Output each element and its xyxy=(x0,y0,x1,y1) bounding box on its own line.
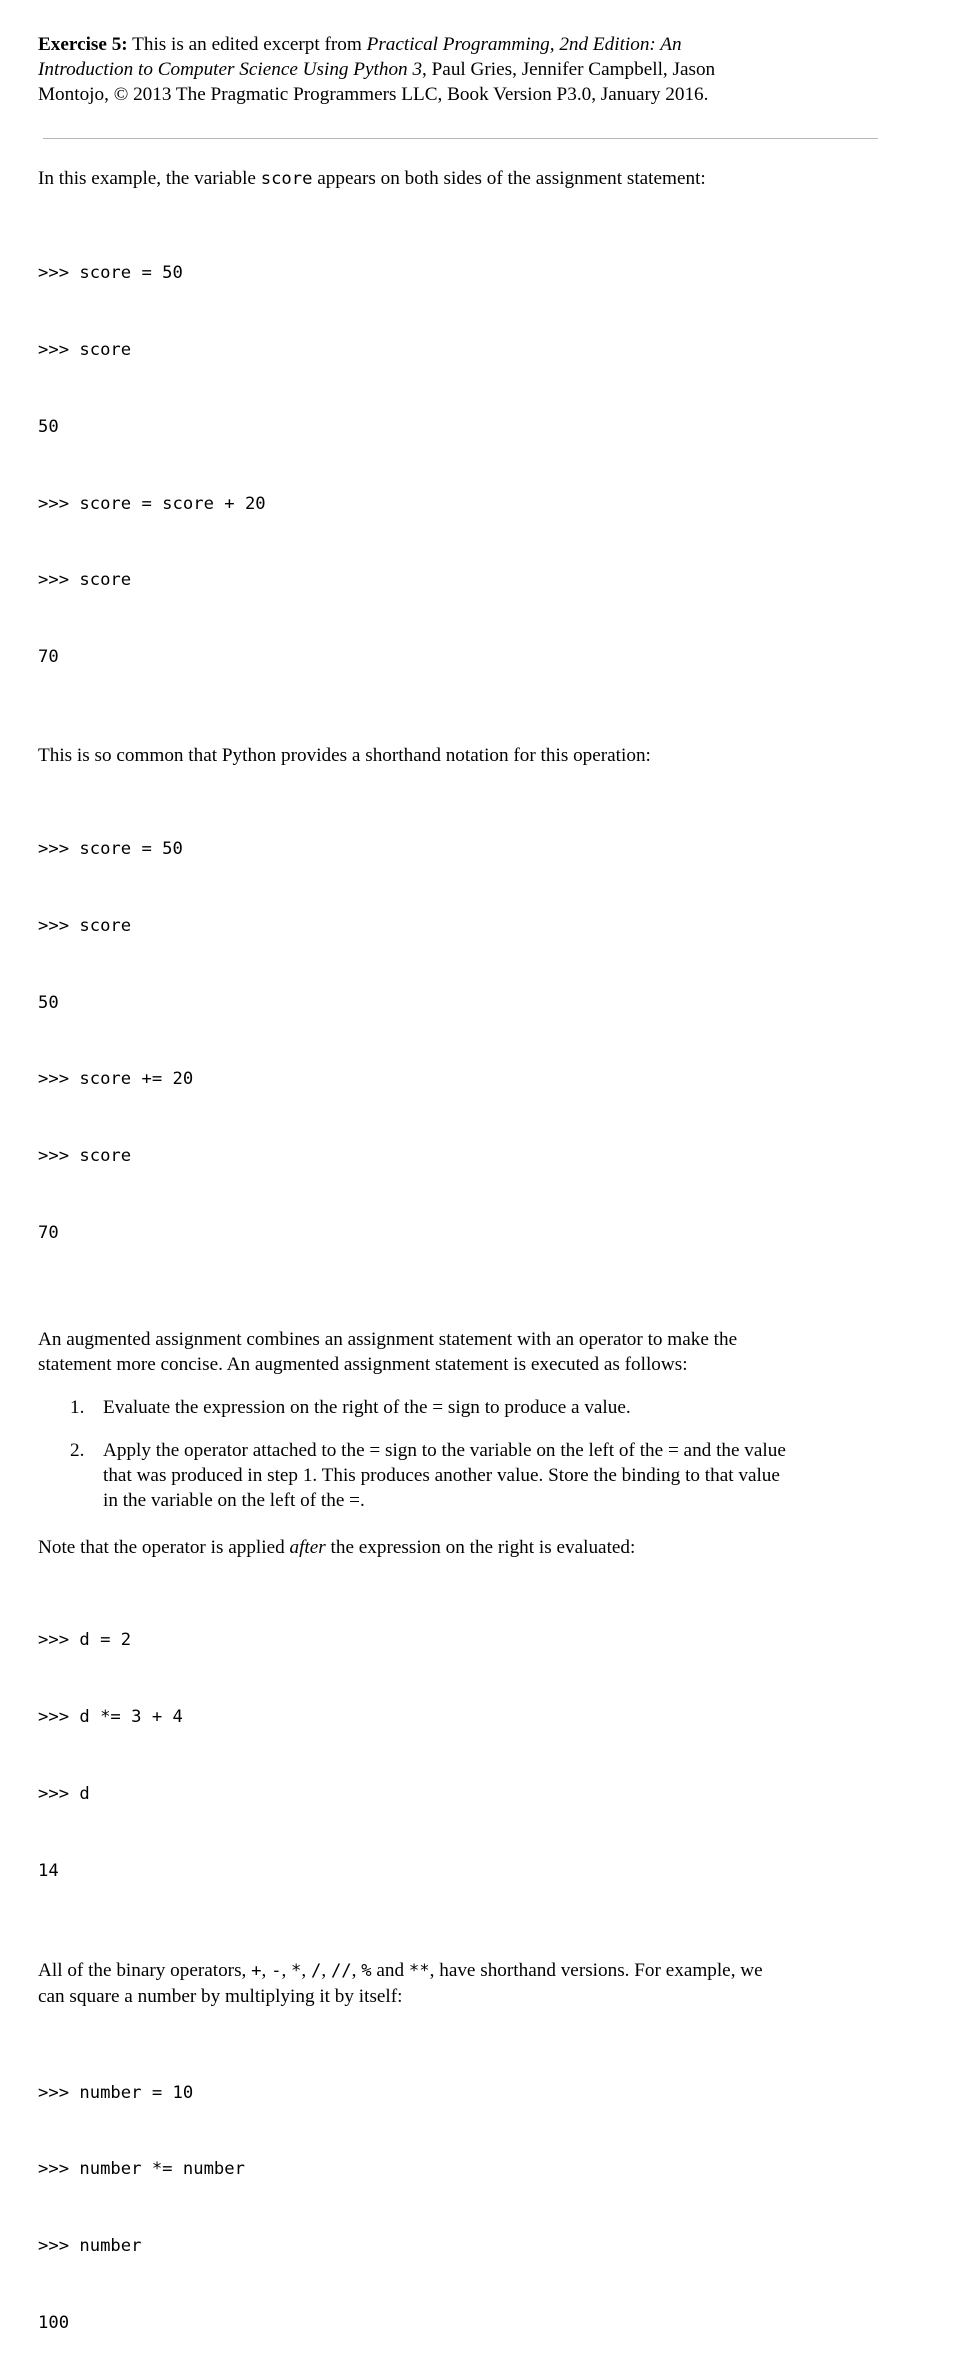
code-line: >>> score = score + 20 xyxy=(38,493,266,514)
exercise-label: Exercise 5: xyxy=(38,34,128,55)
list-number: 1. xyxy=(70,1396,85,1418)
operator-minus: - xyxy=(271,1961,282,1982)
code-line: >>> score += 20 xyxy=(38,1069,194,1090)
header-line-1: Exercise 5: This is an edited excerpt from Practical Programming, 2nd Edition: An Introduction to Computer Science Using Python 3, Paul Gries, Jennifer Campbell, Jason xyxy=(38,34,716,80)
header-line-2: Montojo, © 2013 The Pragmatic Programmers LLC, Book Version P3.0, January 2016. xyxy=(38,84,709,105)
book-title: Practical Programming, 2nd Edition: An xyxy=(366,34,682,55)
list-number: 2. xyxy=(70,1440,85,1462)
code-line: >>> score xyxy=(38,339,132,360)
code-line: >>> number = 10 xyxy=(38,2082,194,2103)
code-line: >>> number *= number xyxy=(38,2159,245,2180)
operator-floor-divide: // xyxy=(330,1961,352,1982)
code-line: >>> score = 50 xyxy=(38,263,183,284)
code-line: >>> score xyxy=(38,570,132,591)
code-line: >>> score = 50 xyxy=(38,839,183,860)
inline-code-score: score xyxy=(260,169,313,189)
steps-list xyxy=(38,1396,938,1513)
shorthand-paragraph: This is so common that Python provides a shorthand notation for this operation: xyxy=(38,744,651,766)
code-block-3 xyxy=(38,1577,938,1935)
document-page xyxy=(38,32,938,2372)
note-paragraph: Note that the operator is applied after the expression on the right is evaluated: xyxy=(38,1537,636,1559)
augmented-paragraph: An augmented assignment combines an assignment statement with an operator to make the statement more concise. An augmented assignment statement is executed as follows: xyxy=(38,1328,738,1375)
emphasis-after: after xyxy=(289,1537,326,1559)
operator-divide: / xyxy=(311,1961,322,1982)
code-line: >>> d xyxy=(38,1783,90,1804)
code-line: 70 xyxy=(38,647,59,668)
operator-modulo: % xyxy=(361,1961,372,1982)
code-block-1 xyxy=(38,210,938,722)
intro-paragraph: In this example, the variable score appears on both sides of the assignment statement: xyxy=(38,168,706,189)
code-line: 100 xyxy=(38,2312,70,2333)
list-item: 1. Evaluate the expression on the right of the = sign to produce a value. xyxy=(38,1396,883,1421)
book-title-continued: Introduction to Computer Science Using Python 3 xyxy=(38,59,423,80)
code-line: >>> number xyxy=(38,2236,142,2257)
code-line: 50 xyxy=(38,992,59,1013)
operator-power: ** xyxy=(408,1961,430,1982)
code-line: 70 xyxy=(38,1222,59,1243)
code-line: 14 xyxy=(38,1860,59,1881)
code-line: >>> d = 2 xyxy=(38,1630,132,1651)
code-block-4 xyxy=(38,2029,938,2372)
code-line: >>> d *= 3 + 4 xyxy=(38,1707,183,1728)
operator-multiply: * xyxy=(291,1961,302,1982)
code-line: >>> score xyxy=(38,1146,132,1167)
code-line: 50 xyxy=(38,416,59,437)
divider xyxy=(43,138,878,139)
list-item: 2. Apply the operator attached to the = sign to the variable on the left of the = and the value that was produced in step 1. This produces another value. Store the binding to that value in the variable on the left of the =. xyxy=(70,1440,786,1511)
binary-operators-paragraph: All of the binary operators, +, -, *, /, //, % and **, have shorthand versions. For example, we can square a number by multiplying it by itself: xyxy=(38,1960,763,2008)
operator-plus: + xyxy=(251,1961,262,1982)
code-block-2 xyxy=(38,786,938,1298)
exercise-header xyxy=(38,32,938,107)
code-line: >>> score xyxy=(38,915,132,936)
